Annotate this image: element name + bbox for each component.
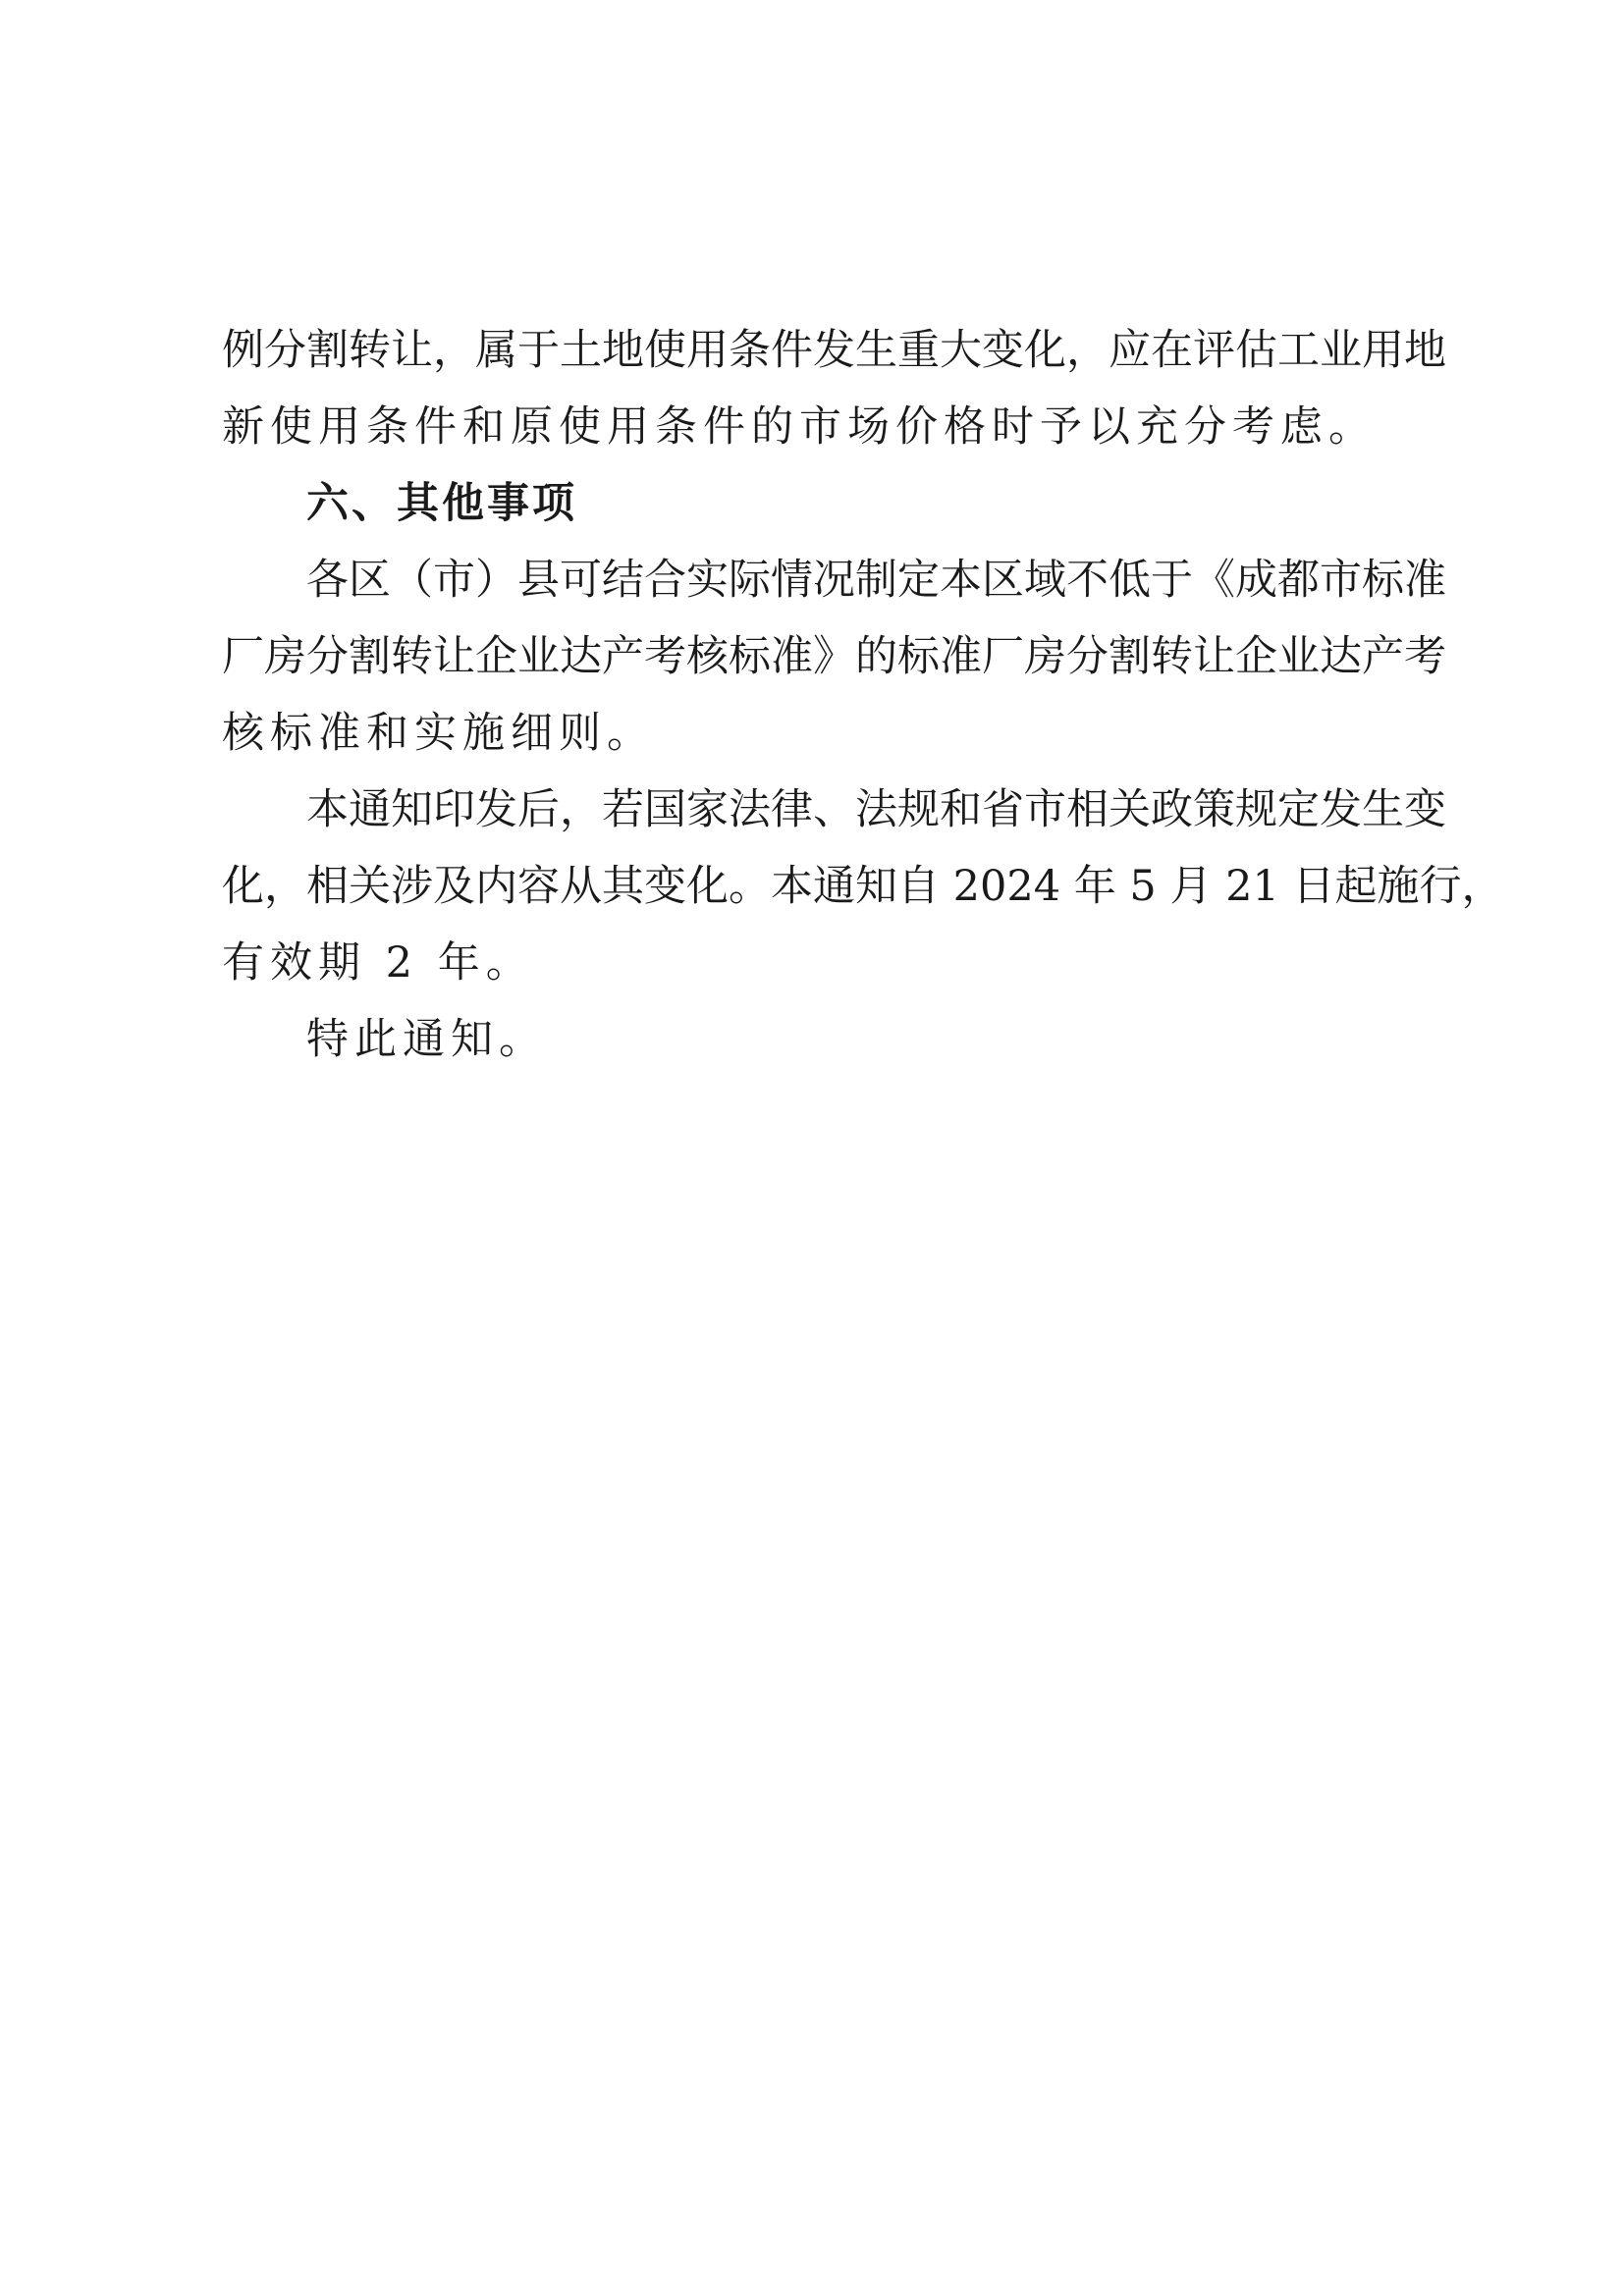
paragraph-2-line-1: 各区（市）县可结合实际情况制定本区域不低于《成都市标准 — [306, 556, 1446, 605]
closing-line: 特此通知。 — [306, 1015, 547, 1064]
section-heading: 六、其他事项 — [306, 479, 577, 528]
paragraph-3-line-2: 化，相关涉及内容从其变化。本通知自 2024 年 5 月 21 日起施行， — [222, 862, 1504, 911]
paragraph-2-line-2: 厂房分割转让企业达产考核标准》的标准厂房分割转让企业达产考 — [222, 632, 1446, 681]
paragraph-3-line-3: 有效期 2 年。 — [222, 938, 534, 988]
paragraph-1-line-2: 新使用条件和原使用条件的市场价格时予以充分考虑。 — [222, 402, 1377, 452]
paragraph-1-line-1: 例分割转让，属于土地使用条件发生重大变化，应在评估工业用地 — [222, 326, 1446, 375]
paragraph-3-line-1: 本通知印发后，若国家法律、法规和省市相关政策规定发生变 — [306, 785, 1446, 834]
paragraph-2-line-3: 核标准和实施细则。 — [222, 709, 655, 758]
document-body — [222, 312, 1504, 1078]
